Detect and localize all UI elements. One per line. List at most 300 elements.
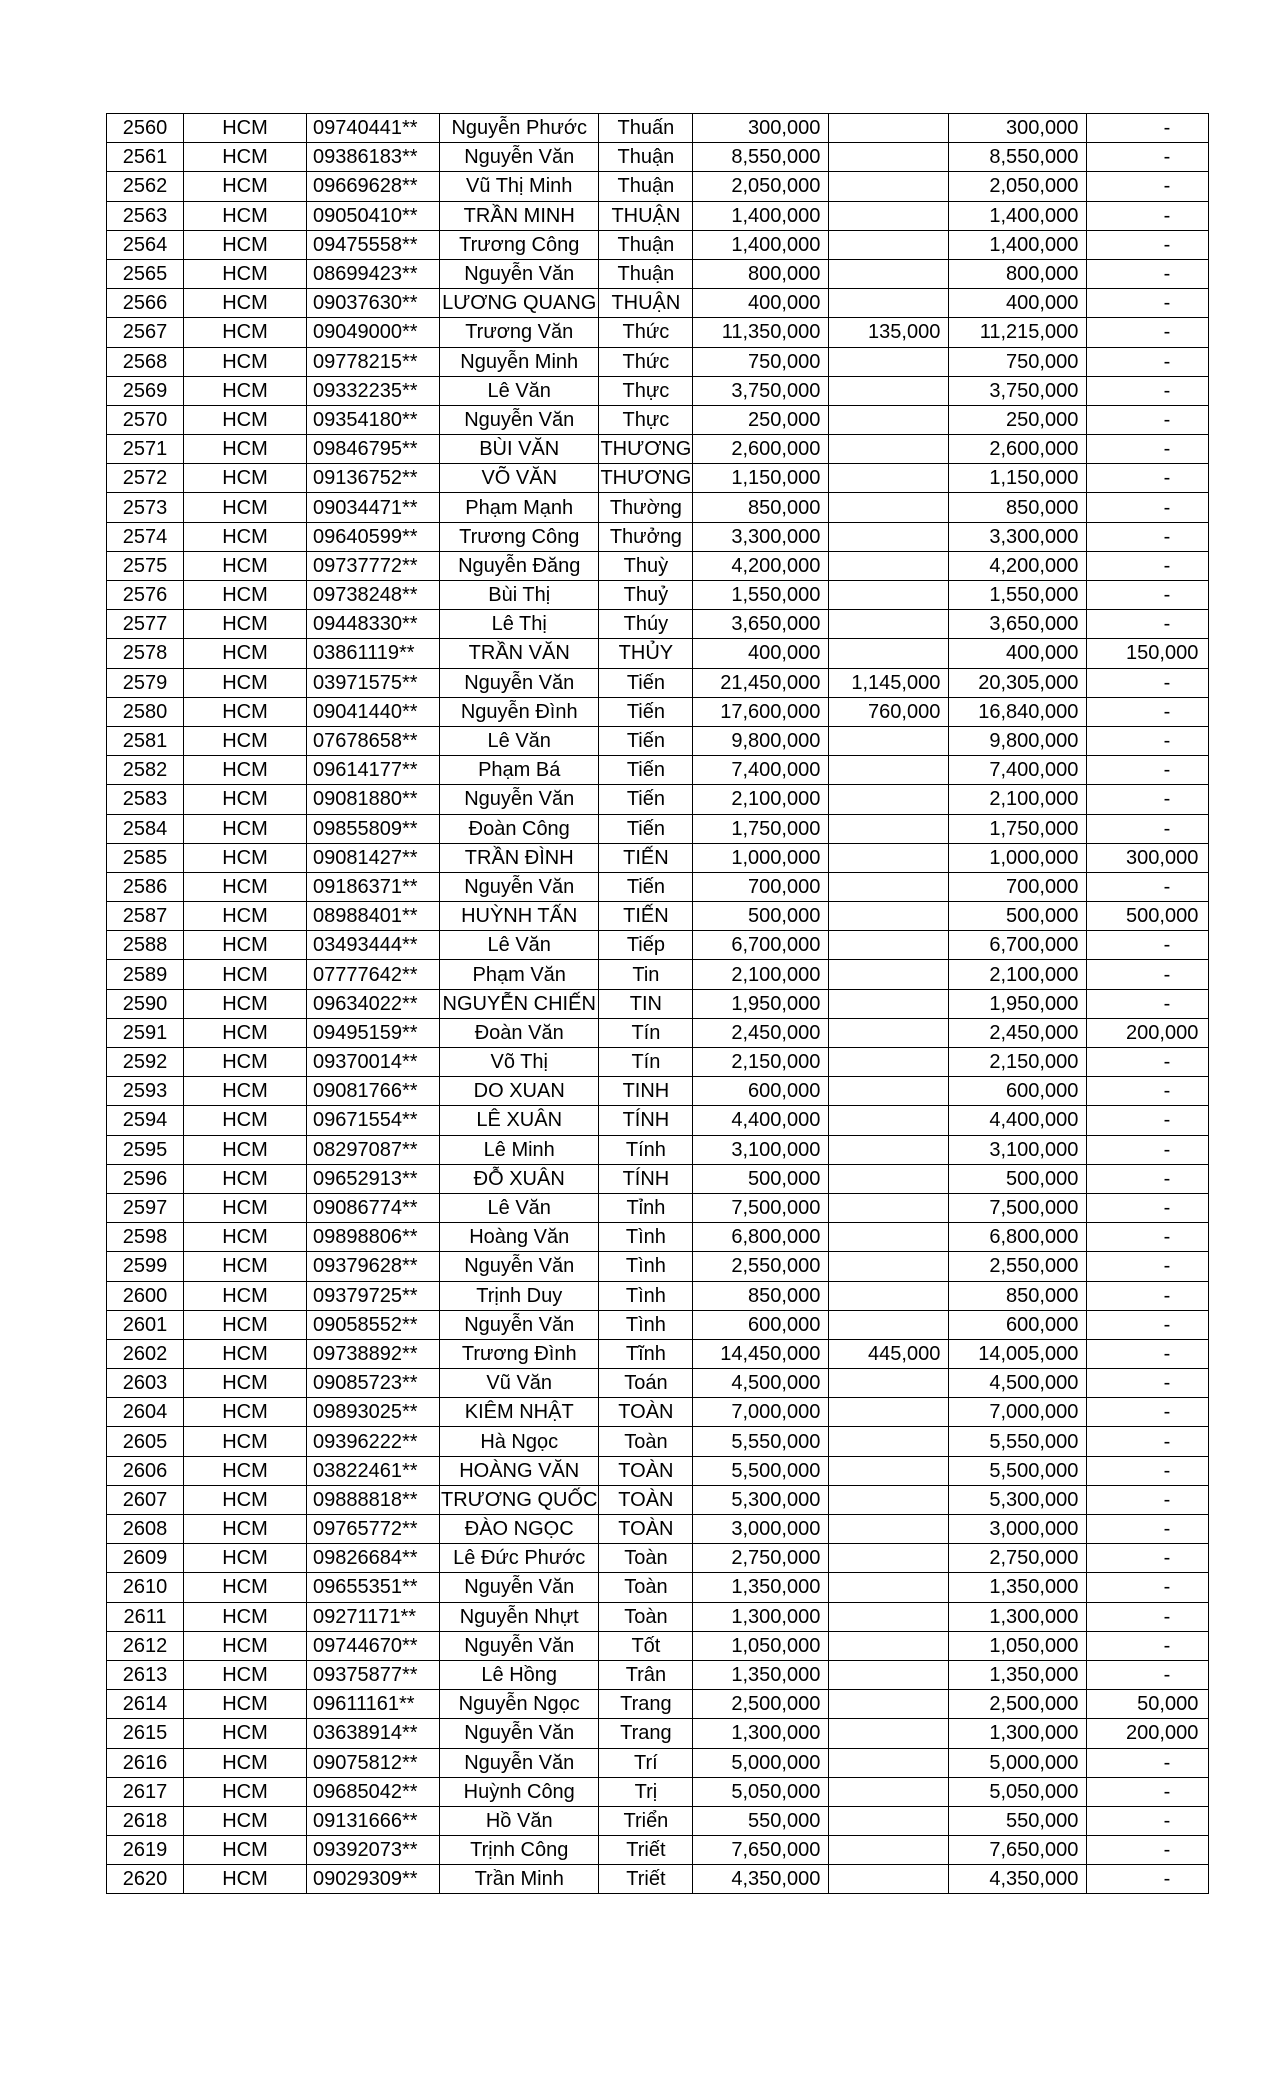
gross-amount-cell: 500,000 <box>693 902 829 931</box>
net-amount-cell: 3,300,000 <box>949 522 1087 551</box>
deduction-cell <box>829 1690 949 1719</box>
extra-amount-cell: - <box>1087 493 1209 522</box>
region-cell: HCM <box>184 1193 307 1222</box>
given-name-cell: Toàn <box>599 1427 693 1456</box>
table-row <box>107 1748 1209 1777</box>
row-number-cell: 2569 <box>107 376 184 405</box>
net-amount-cell: 1,050,000 <box>949 1631 1087 1660</box>
extra-amount-cell: - <box>1087 1602 1209 1631</box>
region-cell: HCM <box>184 1806 307 1835</box>
gross-amount-cell: 2,100,000 <box>693 785 829 814</box>
extra-amount-cell: - <box>1087 1077 1209 1106</box>
gross-amount-cell: 5,550,000 <box>693 1427 829 1456</box>
row-number-cell: 2560 <box>107 114 184 143</box>
extra-amount-cell: - <box>1087 989 1209 1018</box>
net-amount-cell: 1,000,000 <box>949 843 1087 872</box>
deduction-cell: 445,000 <box>829 1339 949 1368</box>
row-number-cell: 2618 <box>107 1806 184 1835</box>
gross-amount-cell: 11,350,000 <box>693 318 829 347</box>
gross-amount-cell: 5,050,000 <box>693 1777 829 1806</box>
extra-amount-cell: 50,000 <box>1087 1690 1209 1719</box>
row-number-cell: 2570 <box>107 405 184 434</box>
extra-amount-cell: 150,000 <box>1087 639 1209 668</box>
table-body <box>107 114 1209 1894</box>
phone-number-cell: 09640599** <box>307 522 440 551</box>
table-row <box>107 1193 1209 1222</box>
net-amount-cell: 600,000 <box>949 1077 1087 1106</box>
phone-number-cell: 03822461** <box>307 1456 440 1485</box>
region-cell: HCM <box>184 960 307 989</box>
given-name-cell: Thuận <box>599 172 693 201</box>
extra-amount-cell: - <box>1087 464 1209 493</box>
phone-number-cell: 09685042** <box>307 1777 440 1806</box>
given-name-cell: THƯƠNG <box>599 464 693 493</box>
extra-amount-cell: - <box>1087 931 1209 960</box>
extra-amount-cell: - <box>1087 1836 1209 1865</box>
given-name-cell: Tiến <box>599 872 693 901</box>
gross-amount-cell: 2,750,000 <box>693 1544 829 1573</box>
given-name-cell: TOÀN <box>599 1398 693 1427</box>
table-row <box>107 230 1209 259</box>
row-number-cell: 2579 <box>107 668 184 697</box>
row-number-cell: 2565 <box>107 259 184 288</box>
gross-amount-cell: 4,200,000 <box>693 551 829 580</box>
given-name-cell: Tĩnh <box>599 1339 693 1368</box>
extra-amount-cell: - <box>1087 1339 1209 1368</box>
surname-middle-name-cell: Nguyễn Phước <box>440 114 599 143</box>
region-cell: HCM <box>184 493 307 522</box>
phone-number-cell: 09893025** <box>307 1398 440 1427</box>
region-cell: HCM <box>184 1690 307 1719</box>
net-amount-cell: 1,300,000 <box>949 1602 1087 1631</box>
surname-middle-name-cell: Vũ Văn <box>440 1369 599 1398</box>
given-name-cell: THỦY <box>599 639 693 668</box>
net-amount-cell: 750,000 <box>949 347 1087 376</box>
surname-middle-name-cell: Nguyễn Văn <box>440 1252 599 1281</box>
deduction-cell <box>829 639 949 668</box>
given-name-cell: Tình <box>599 1281 693 1310</box>
surname-middle-name-cell: Nguyễn Văn <box>440 143 599 172</box>
phone-number-cell: 09354180** <box>307 405 440 434</box>
surname-middle-name-cell: TRẦN ĐÌNH <box>440 843 599 872</box>
given-name-cell: Tiếp <box>599 931 693 960</box>
phone-number-cell: 03971575** <box>307 668 440 697</box>
gross-amount-cell: 2,050,000 <box>693 172 829 201</box>
table-row <box>107 756 1209 785</box>
given-name-cell: Thực <box>599 405 693 434</box>
given-name-cell: Thuỷ <box>599 581 693 610</box>
table-row <box>107 902 1209 931</box>
phone-number-cell: 09075812** <box>307 1748 440 1777</box>
table-row <box>107 814 1209 843</box>
row-number-cell: 2608 <box>107 1515 184 1544</box>
table-row <box>107 1865 1209 1894</box>
extra-amount-cell: - <box>1087 1398 1209 1427</box>
phone-number-cell: 09778215** <box>307 347 440 376</box>
surname-middle-name-cell: Nguyễn Đình <box>440 697 599 726</box>
row-number-cell: 2571 <box>107 435 184 464</box>
net-amount-cell: 850,000 <box>949 1281 1087 1310</box>
gross-amount-cell: 9,800,000 <box>693 726 829 755</box>
region-cell: HCM <box>184 1515 307 1544</box>
table-row <box>107 318 1209 347</box>
region-cell: HCM <box>184 259 307 288</box>
gross-amount-cell: 600,000 <box>693 1310 829 1339</box>
table-row <box>107 1048 1209 1077</box>
gross-amount-cell: 1,400,000 <box>693 230 829 259</box>
extra-amount-cell: - <box>1087 668 1209 697</box>
region-cell: HCM <box>184 1660 307 1689</box>
table-row <box>107 1106 1209 1135</box>
row-number-cell: 2575 <box>107 551 184 580</box>
phone-number-cell: 09131666** <box>307 1806 440 1835</box>
surname-middle-name-cell: Bùi Thị <box>440 581 599 610</box>
given-name-cell: Tiến <box>599 814 693 843</box>
gross-amount-cell: 1,350,000 <box>693 1660 829 1689</box>
net-amount-cell: 1,950,000 <box>949 989 1087 1018</box>
net-amount-cell: 11,215,000 <box>949 318 1087 347</box>
region-cell: HCM <box>184 318 307 347</box>
surname-middle-name-cell: Trương Đình <box>440 1339 599 1368</box>
table-row <box>107 259 1209 288</box>
phone-number-cell: 09826684** <box>307 1544 440 1573</box>
net-amount-cell: 6,800,000 <box>949 1223 1087 1252</box>
region-cell: HCM <box>184 1865 307 1894</box>
net-amount-cell: 5,050,000 <box>949 1777 1087 1806</box>
deduction-cell <box>829 114 949 143</box>
net-amount-cell: 1,150,000 <box>949 464 1087 493</box>
row-number-cell: 2610 <box>107 1573 184 1602</box>
deduction-cell <box>829 1427 949 1456</box>
deduction-cell <box>829 464 949 493</box>
surname-middle-name-cell: Lê Đức Phước <box>440 1544 599 1573</box>
given-name-cell: Tiến <box>599 726 693 755</box>
row-number-cell: 2566 <box>107 289 184 318</box>
phone-number-cell: 09058552** <box>307 1310 440 1339</box>
row-number-cell: 2593 <box>107 1077 184 1106</box>
phone-number-cell: 09888818** <box>307 1485 440 1514</box>
table-row <box>107 1164 1209 1193</box>
deduction-cell <box>829 551 949 580</box>
extra-amount-cell: - <box>1087 1427 1209 1456</box>
deduction-cell <box>829 814 949 843</box>
deduction-cell <box>829 172 949 201</box>
given-name-cell: Tín <box>599 1018 693 1047</box>
region-cell: HCM <box>184 610 307 639</box>
phone-number-cell: 09846795** <box>307 435 440 464</box>
gross-amount-cell: 2,550,000 <box>693 1252 829 1281</box>
region-cell: HCM <box>184 1135 307 1164</box>
extra-amount-cell: - <box>1087 1544 1209 1573</box>
given-name-cell: THƯƠNG <box>599 435 693 464</box>
region-cell: HCM <box>184 1077 307 1106</box>
row-number-cell: 2578 <box>107 639 184 668</box>
gross-amount-cell: 1,050,000 <box>693 1631 829 1660</box>
row-number-cell: 2580 <box>107 697 184 726</box>
region-cell: HCM <box>184 522 307 551</box>
net-amount-cell: 250,000 <box>949 405 1087 434</box>
table-row <box>107 610 1209 639</box>
given-name-cell: THUẬN <box>599 289 693 318</box>
row-number-cell: 2599 <box>107 1252 184 1281</box>
phone-number-cell: 09396222** <box>307 1427 440 1456</box>
phone-number-cell: 09738248** <box>307 581 440 610</box>
surname-middle-name-cell: Trương Công <box>440 522 599 551</box>
row-number-cell: 2588 <box>107 931 184 960</box>
table-row <box>107 289 1209 318</box>
deduction-cell <box>829 726 949 755</box>
phone-number-cell: 09448330** <box>307 610 440 639</box>
net-amount-cell: 4,500,000 <box>949 1369 1087 1398</box>
deduction-cell <box>829 1836 949 1865</box>
gross-amount-cell: 1,950,000 <box>693 989 829 1018</box>
gross-amount-cell: 2,100,000 <box>693 960 829 989</box>
row-number-cell: 2615 <box>107 1719 184 1748</box>
table-row <box>107 1077 1209 1106</box>
region-cell: HCM <box>184 668 307 697</box>
row-number-cell: 2609 <box>107 1544 184 1573</box>
region-cell: HCM <box>184 289 307 318</box>
region-cell: HCM <box>184 872 307 901</box>
surname-middle-name-cell: Nguyễn Văn <box>440 1719 599 1748</box>
surname-middle-name-cell: Đoàn Công <box>440 814 599 843</box>
row-number-cell: 2611 <box>107 1602 184 1631</box>
surname-middle-name-cell: Lê Văn <box>440 931 599 960</box>
deduction-cell: 760,000 <box>829 697 949 726</box>
extra-amount-cell: - <box>1087 1456 1209 1485</box>
phone-number-cell: 09375877** <box>307 1660 440 1689</box>
extra-amount-cell: - <box>1087 376 1209 405</box>
region-cell: HCM <box>184 1719 307 1748</box>
region-cell: HCM <box>184 464 307 493</box>
gross-amount-cell: 1,000,000 <box>693 843 829 872</box>
table-row <box>107 1573 1209 1602</box>
deduction-cell <box>829 1602 949 1631</box>
extra-amount-cell: - <box>1087 405 1209 434</box>
deduction-cell <box>829 1164 949 1193</box>
gross-amount-cell: 400,000 <box>693 639 829 668</box>
region-cell: HCM <box>184 931 307 960</box>
phone-number-cell: 09271171** <box>307 1602 440 1631</box>
region-cell: HCM <box>184 756 307 785</box>
surname-middle-name-cell: Phạm Văn <box>440 960 599 989</box>
row-number-cell: 2567 <box>107 318 184 347</box>
phone-number-cell: 09669628** <box>307 172 440 201</box>
table-row <box>107 843 1209 872</box>
net-amount-cell: 7,400,000 <box>949 756 1087 785</box>
surname-middle-name-cell: Huỳnh Công <box>440 1777 599 1806</box>
table-row <box>107 989 1209 1018</box>
surname-middle-name-cell: TRƯƠNG QUỐC <box>440 1485 599 1514</box>
table-row <box>107 1310 1209 1339</box>
surname-middle-name-cell: Nguyễn Ngọc <box>440 1690 599 1719</box>
extra-amount-cell: - <box>1087 1048 1209 1077</box>
given-name-cell: Thuận <box>599 230 693 259</box>
gross-amount-cell: 5,000,000 <box>693 1748 829 1777</box>
row-number-cell: 2597 <box>107 1193 184 1222</box>
region-cell: HCM <box>184 1836 307 1865</box>
gross-amount-cell: 4,500,000 <box>693 1369 829 1398</box>
given-name-cell: Trí <box>599 1748 693 1777</box>
extra-amount-cell: - <box>1087 1369 1209 1398</box>
table-row <box>107 726 1209 755</box>
deduction-cell <box>829 1077 949 1106</box>
table-row <box>107 201 1209 230</box>
extra-amount-cell: - <box>1087 814 1209 843</box>
row-number-cell: 2616 <box>107 1748 184 1777</box>
gross-amount-cell: 850,000 <box>693 493 829 522</box>
deduction-cell <box>829 405 949 434</box>
table-row <box>107 1602 1209 1631</box>
gross-amount-cell: 300,000 <box>693 114 829 143</box>
net-amount-cell: 2,100,000 <box>949 785 1087 814</box>
extra-amount-cell: - <box>1087 318 1209 347</box>
phone-number-cell: 09081427** <box>307 843 440 872</box>
extra-amount-cell: - <box>1087 522 1209 551</box>
net-amount-cell: 600,000 <box>949 1310 1087 1339</box>
gross-amount-cell: 3,650,000 <box>693 610 829 639</box>
given-name-cell: TINH <box>599 1077 693 1106</box>
table-row <box>107 785 1209 814</box>
extra-amount-cell: - <box>1087 1310 1209 1339</box>
row-number-cell: 2586 <box>107 872 184 901</box>
surname-middle-name-cell: Nguyễn Văn <box>440 1573 599 1602</box>
region-cell: HCM <box>184 405 307 434</box>
row-number-cell: 2591 <box>107 1018 184 1047</box>
surname-middle-name-cell: Nguyễn Văn <box>440 1748 599 1777</box>
phone-number-cell: 09186371** <box>307 872 440 901</box>
given-name-cell: Tiến <box>599 785 693 814</box>
extra-amount-cell: - <box>1087 551 1209 580</box>
extra-amount-cell: - <box>1087 785 1209 814</box>
given-name-cell: Triết <box>599 1836 693 1865</box>
row-number-cell: 2589 <box>107 960 184 989</box>
row-number-cell: 2585 <box>107 843 184 872</box>
surname-middle-name-cell: Lê Văn <box>440 1193 599 1222</box>
table-row <box>107 639 1209 668</box>
extra-amount-cell: 200,000 <box>1087 1719 1209 1748</box>
gross-amount-cell: 5,500,000 <box>693 1456 829 1485</box>
extra-amount-cell: - <box>1087 201 1209 230</box>
phone-number-cell: 09737772** <box>307 551 440 580</box>
table-row <box>107 1398 1209 1427</box>
deduction-cell <box>829 289 949 318</box>
deduction-cell <box>829 1573 949 1602</box>
row-number-cell: 2592 <box>107 1048 184 1077</box>
surname-middle-name-cell: VÕ VĂN <box>440 464 599 493</box>
phone-number-cell: 09386183** <box>307 143 440 172</box>
surname-middle-name-cell: DO XUAN <box>440 1077 599 1106</box>
row-number-cell: 2614 <box>107 1690 184 1719</box>
gross-amount-cell: 4,350,000 <box>693 1865 829 1894</box>
net-amount-cell: 1,400,000 <box>949 230 1087 259</box>
given-name-cell: Toán <box>599 1369 693 1398</box>
table-row <box>107 1806 1209 1835</box>
phone-number-cell: 09037630** <box>307 289 440 318</box>
net-amount-cell: 5,500,000 <box>949 1456 1087 1485</box>
table-row <box>107 960 1209 989</box>
phone-number-cell: 09041440** <box>307 697 440 726</box>
phone-number-cell: 09898806** <box>307 1223 440 1252</box>
region-cell: HCM <box>184 726 307 755</box>
net-amount-cell: 2,600,000 <box>949 435 1087 464</box>
phone-number-cell: 09136752** <box>307 464 440 493</box>
gross-amount-cell: 750,000 <box>693 347 829 376</box>
region-cell: HCM <box>184 114 307 143</box>
phone-number-cell: 09034471** <box>307 493 440 522</box>
region-cell: HCM <box>184 201 307 230</box>
region-cell: HCM <box>184 551 307 580</box>
deduction-cell <box>829 931 949 960</box>
gross-amount-cell: 21,450,000 <box>693 668 829 697</box>
phone-number-cell: 09029309** <box>307 1865 440 1894</box>
phone-number-cell: 03493444** <box>307 931 440 960</box>
extra-amount-cell: - <box>1087 1193 1209 1222</box>
phone-number-cell: 09049000** <box>307 318 440 347</box>
extra-amount-cell: - <box>1087 610 1209 639</box>
net-amount-cell: 2,100,000 <box>949 960 1087 989</box>
extra-amount-cell: - <box>1087 143 1209 172</box>
surname-middle-name-cell: Hồ Văn <box>440 1806 599 1835</box>
deduction-cell <box>829 1719 949 1748</box>
gross-amount-cell: 1,300,000 <box>693 1719 829 1748</box>
region-cell: HCM <box>184 843 307 872</box>
net-amount-cell: 2,150,000 <box>949 1048 1087 1077</box>
deduction-cell <box>829 143 949 172</box>
row-number-cell: 2605 <box>107 1427 184 1456</box>
extra-amount-cell: 300,000 <box>1087 843 1209 872</box>
gross-amount-cell: 7,400,000 <box>693 756 829 785</box>
given-name-cell: TOÀN <box>599 1485 693 1514</box>
gross-amount-cell: 1,750,000 <box>693 814 829 843</box>
region-cell: HCM <box>184 1456 307 1485</box>
region-cell: HCM <box>184 1369 307 1398</box>
deduction-cell <box>829 522 949 551</box>
deduction-cell <box>829 960 949 989</box>
gross-amount-cell: 8,550,000 <box>693 143 829 172</box>
given-name-cell: Tỉnh <box>599 1193 693 1222</box>
deduction-cell <box>829 1106 949 1135</box>
region-cell: HCM <box>184 1310 307 1339</box>
gross-amount-cell: 1,400,000 <box>693 201 829 230</box>
row-number-cell: 2574 <box>107 522 184 551</box>
region-cell: HCM <box>184 785 307 814</box>
gross-amount-cell: 1,350,000 <box>693 1573 829 1602</box>
region-cell: HCM <box>184 1573 307 1602</box>
surname-middle-name-cell: Nguyễn Văn <box>440 785 599 814</box>
net-amount-cell: 4,350,000 <box>949 1865 1087 1894</box>
deduction-cell <box>829 1281 949 1310</box>
given-name-cell: TÍNH <box>599 1106 693 1135</box>
phone-number-cell: 09050410** <box>307 201 440 230</box>
region-cell: HCM <box>184 1485 307 1514</box>
given-name-cell: Toàn <box>599 1544 693 1573</box>
gross-amount-cell: 3,750,000 <box>693 376 829 405</box>
gross-amount-cell: 3,300,000 <box>693 522 829 551</box>
surname-middle-name-cell: Nguyễn Văn <box>440 1631 599 1660</box>
extra-amount-cell: - <box>1087 960 1209 989</box>
net-amount-cell: 1,300,000 <box>949 1719 1087 1748</box>
net-amount-cell: 7,000,000 <box>949 1398 1087 1427</box>
table-row <box>107 435 1209 464</box>
row-number-cell: 2584 <box>107 814 184 843</box>
extra-amount-cell: - <box>1087 1777 1209 1806</box>
net-amount-cell: 7,650,000 <box>949 1836 1087 1865</box>
gross-amount-cell: 7,650,000 <box>693 1836 829 1865</box>
region-cell: HCM <box>184 1048 307 1077</box>
deduction-cell <box>829 1660 949 1689</box>
extra-amount-cell: - <box>1087 1106 1209 1135</box>
